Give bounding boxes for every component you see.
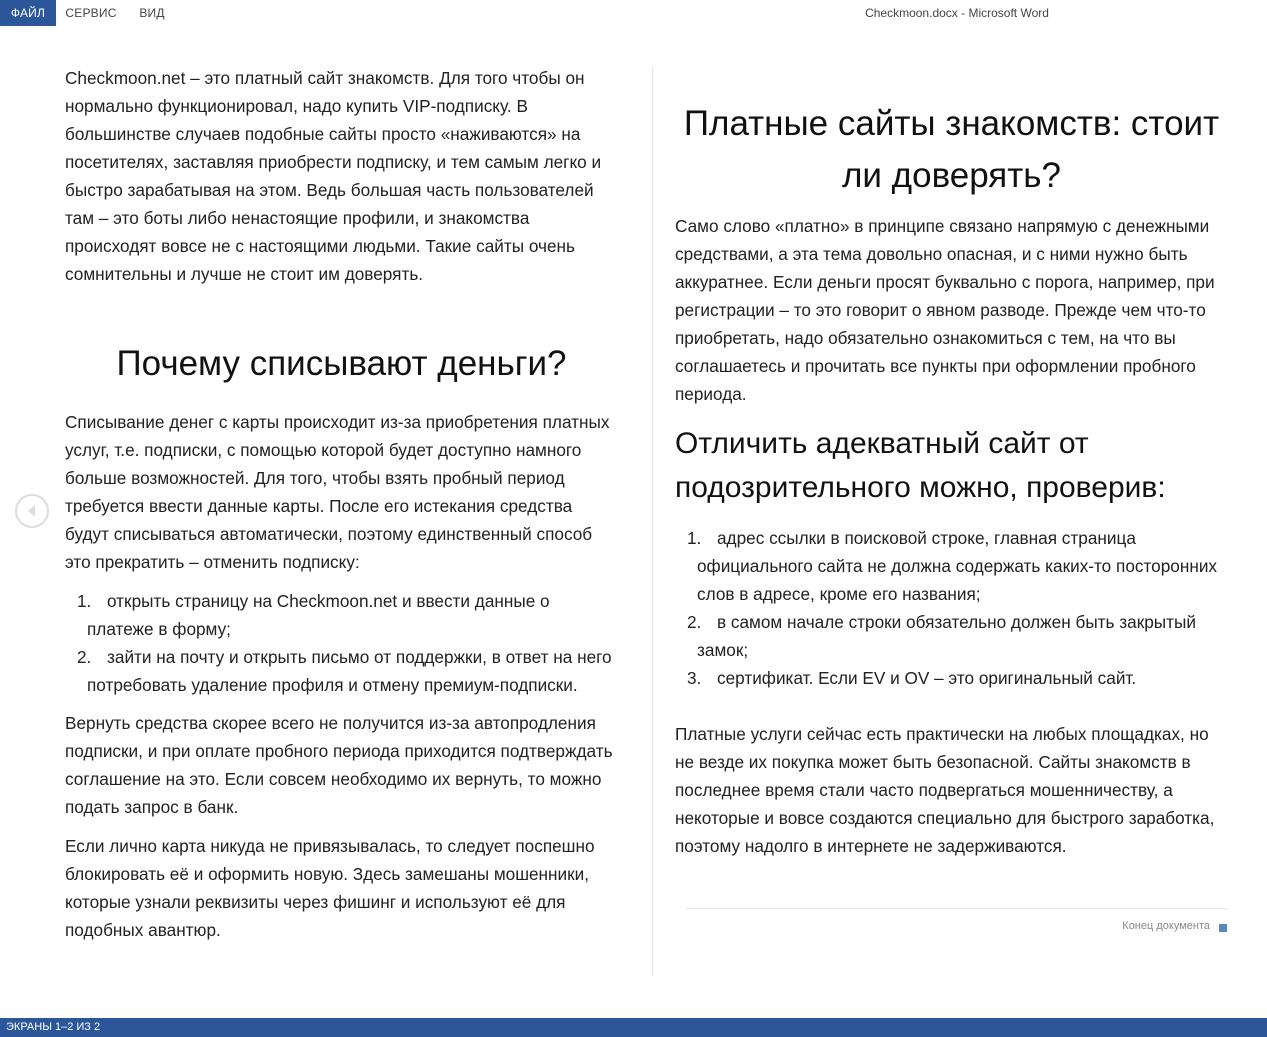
right-page xyxy=(675,98,1228,871)
section-heading: Отличить адекватный сайт от подозрительного можно, проверив: xyxy=(675,427,1166,504)
body-paragraph: Само слово «платно» в принципе связано напрямую с денежными средствами, а эта тема довольно опасная, и с ними нужно быть аккуратнее. Если деньги просят буквально с порога, например, при регистрации – то это говорит о явном разводе. Прежде чем что-то приобретать, надо обязательно ознакомиться с тем, на что вы соглашаетесь и прочитать все пункты при оформлении пробного периода. xyxy=(675,216,1215,404)
status-bar xyxy=(0,1018,1267,1037)
menu-file[interactable]: ФАЙЛ xyxy=(0,0,56,26)
body-paragraph: Если лично карта никуда не привязывалась, то следует поспешно блокировать её и оформить новую. Здесь замешаны мошенники, которые узнали реквизиты через фишинг и используют её для подобных авантюр. xyxy=(65,836,595,940)
chevron-left-icon xyxy=(25,504,39,518)
list-item: 2. в самом начале строки обязательно должен быть закрытый замок; xyxy=(687,612,1196,660)
body-paragraph: Вернуть средства скорее всего не получится из-за автопродления подписки, и при оплате пробного периода приходится подтверждать соглашение на это. Если совсем необходимо их вернуть, то можно подать запрос в банк. xyxy=(65,713,613,817)
page-title: Платные сайты знакомств: стоит ли доверять? xyxy=(683,104,1220,195)
previous-screen-button[interactable] xyxy=(15,494,49,528)
menu-view[interactable]: ВИД xyxy=(139,6,165,20)
menu-service[interactable]: СЕРВИС xyxy=(65,6,117,20)
list-item: 1. адрес ссылки в поисковой строке, главная страница официального сайта не должна содержать каких-то посторонних слов в адресе, кроме его названия; xyxy=(687,528,1218,604)
end-of-document-marker xyxy=(1219,924,1227,932)
checklist xyxy=(675,524,1228,692)
window-title: Checkmoon.docx - Microsoft Word xyxy=(865,6,1049,20)
menu-bar xyxy=(0,0,1267,26)
end-of-document-label: Конец документа xyxy=(1122,920,1210,932)
left-page xyxy=(65,64,618,955)
list-item: 2. зайти на почту и открыть письмо от поддержки, в ответ на него потребовать удаление профиля и отмену премиум-подписки. xyxy=(77,647,612,695)
body-paragraph: Платные услуги сейчас есть практически на любых площадках, но не везде их покупка может быть безопасной. Сайты знакомств в последнее время стали часто подвергаться мошенничеству, а некоторые и вовсе создаются специально для быстрого заработка, поэтому надолго в интернете не задерживаются. xyxy=(675,724,1215,856)
intro-paragraph: Checkmoon.net – это платный сайт знакомств. Для того чтобы он нормально функционировал, надо купить VIP-подписку. В большинстве случаев подобные сайты просто «наживаются» на посетителях, заставляя приобрести подписку, и тем самым легко и быстро зарабатывая на этом. Ведь большая часть пользователей там – это боты либо ненастоящие профили, и знакомства происходят вовсе не с настоящими людьми. Такие сайты очень сомнительны и лучше не стоит им доверять. xyxy=(65,68,602,284)
section-heading: Почему списывают деньги? xyxy=(116,344,567,383)
end-divider xyxy=(686,908,1228,909)
steps-list xyxy=(65,587,618,699)
page-divider xyxy=(652,66,653,976)
list-item: 3. сертификат. Если EV и OV – это оригинальный сайт. xyxy=(687,668,1137,688)
screen-count: ЭКРАНЫ 1–2 ИЗ 2 xyxy=(6,1021,101,1033)
body-paragraph: Списывание денег с карты происходит из-за приобретения платных услуг, т.е. подписки, с помощью которой будет доступно намного больше возможностей. Для того, чтобы взять пробный период требуется ввести данные карты. После его истекания средства будут списываться автоматически, поэтому единственный способ это прекратить – отменить подписку: xyxy=(65,412,610,572)
list-item: 1. открыть страницу на Checkmoon.net и ввести данные о платеже в форму; xyxy=(77,591,550,639)
